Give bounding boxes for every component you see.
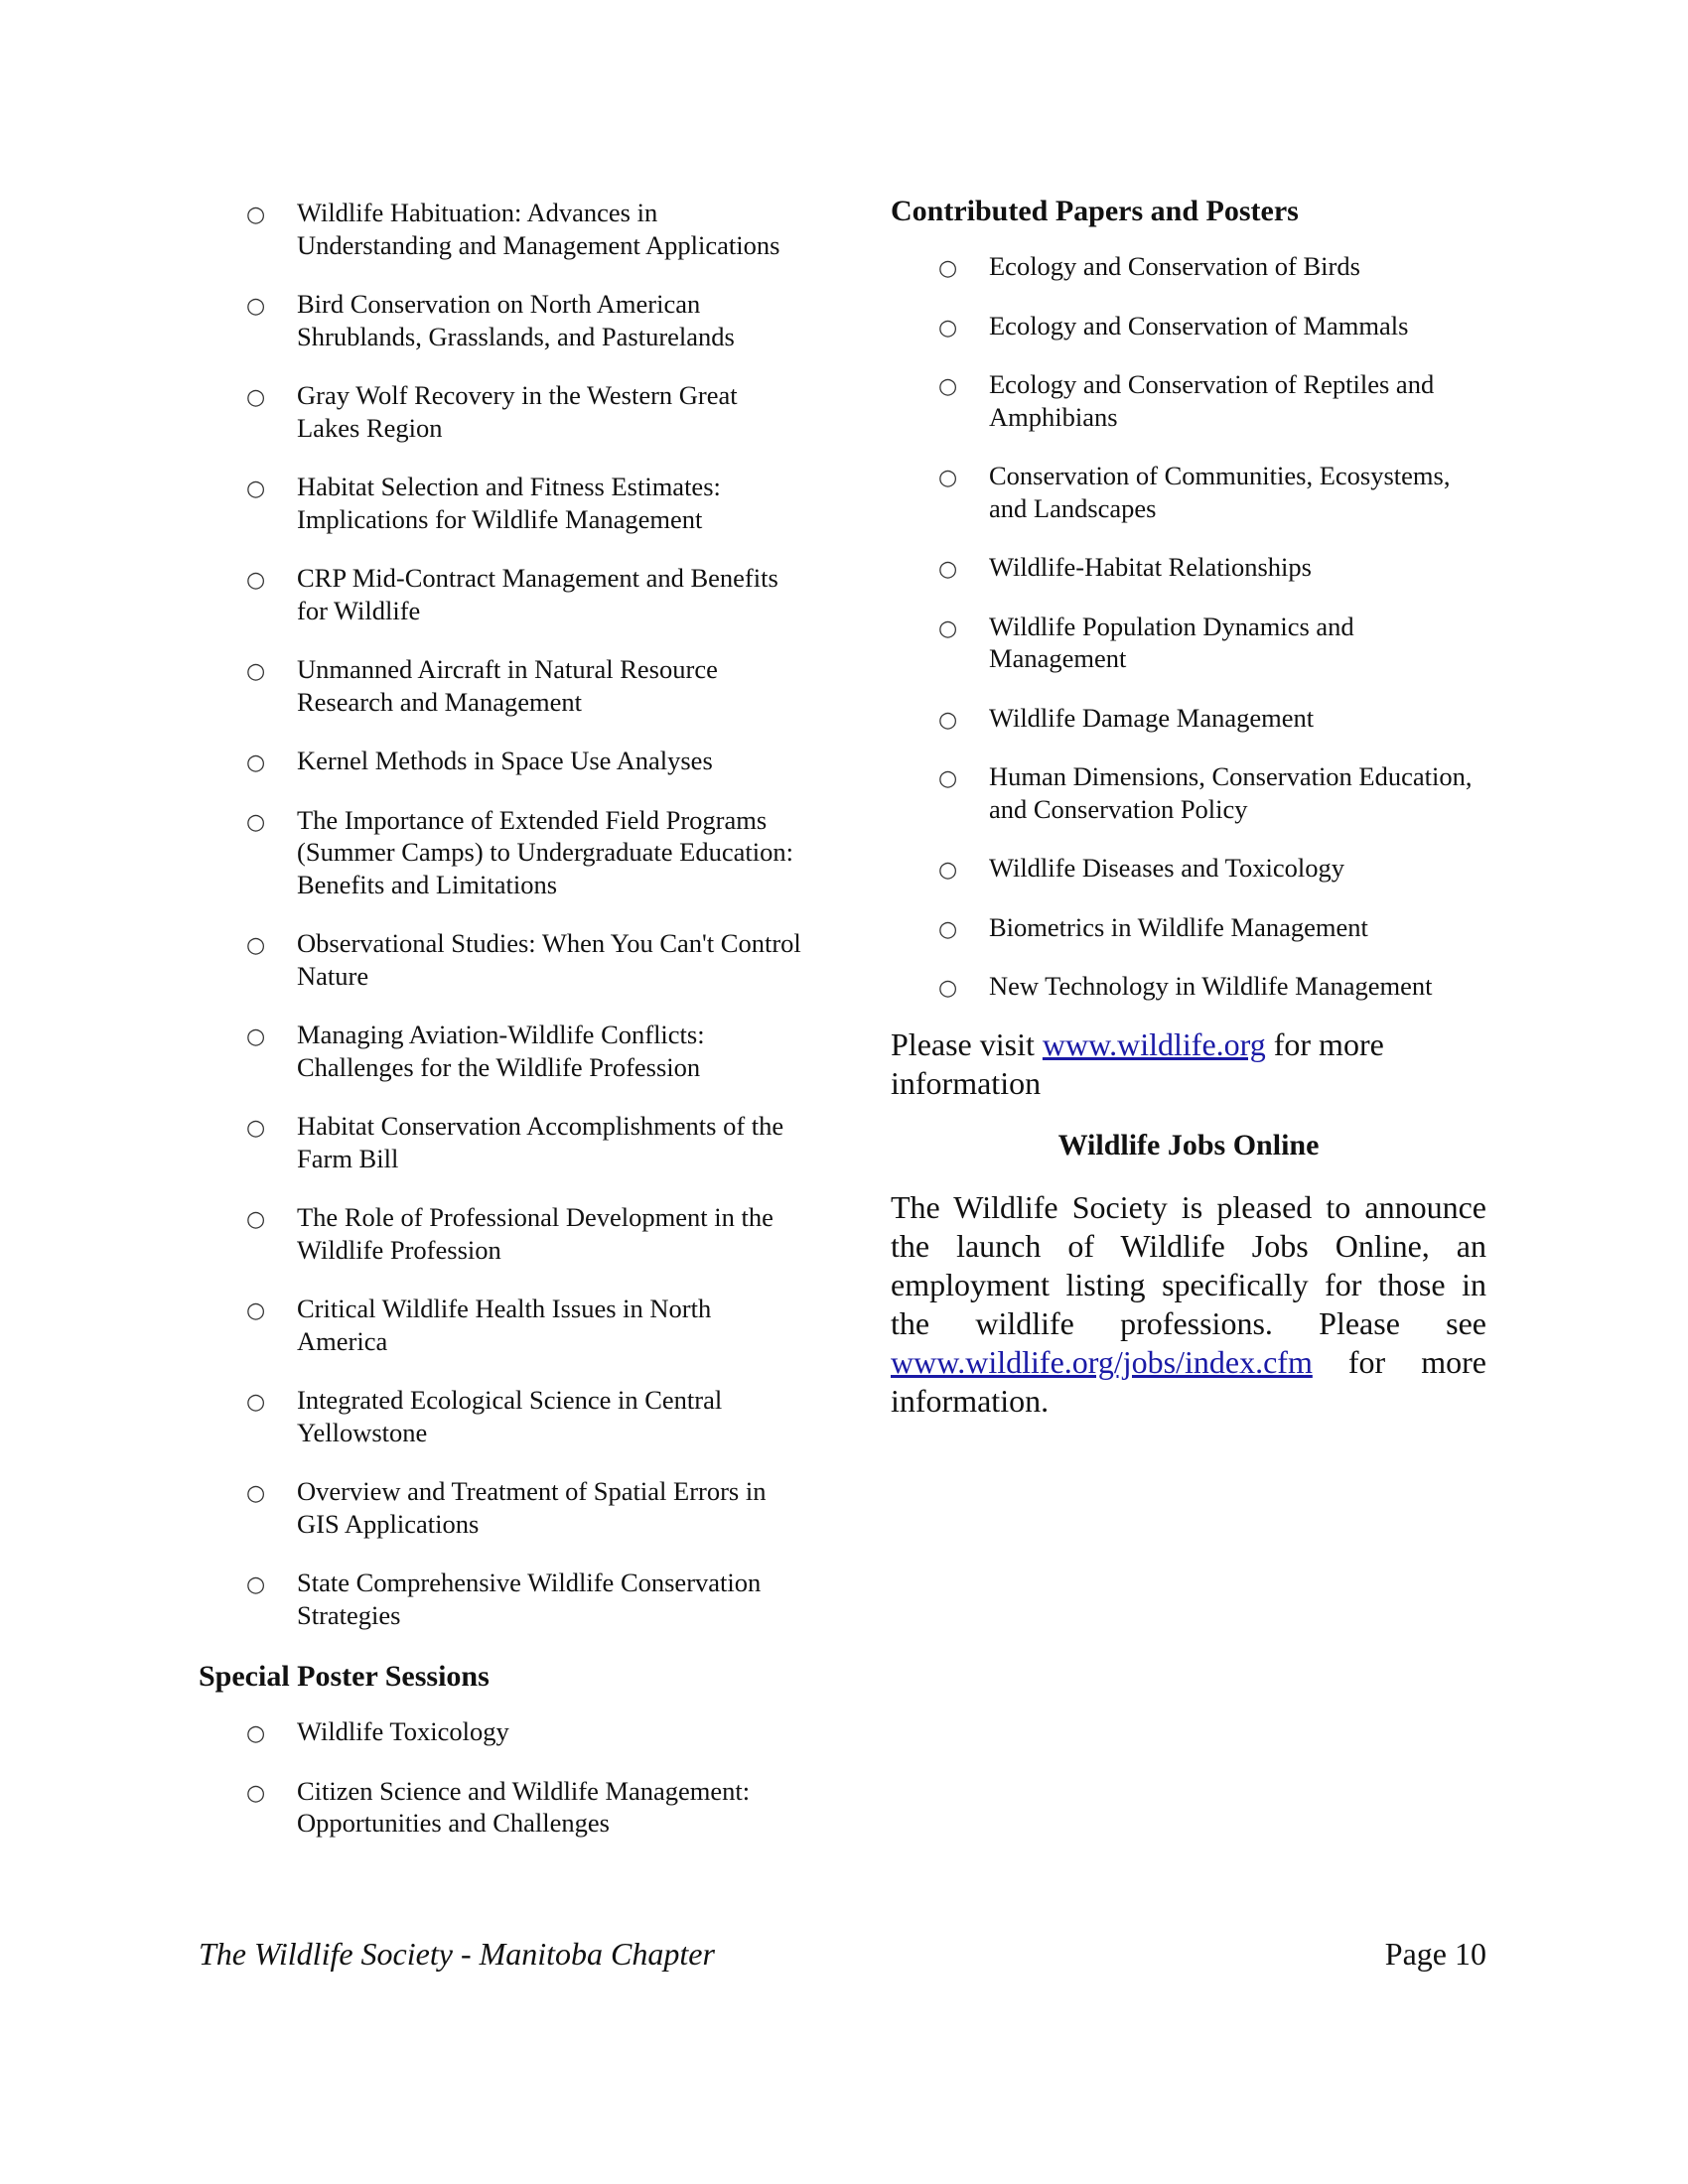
symposium-item [199,1384,804,1448]
circle-bullet-icon: ○ [246,1572,266,1597]
circle-bullet-icon: ○ [938,916,958,942]
jobs-heading: Wildlife Jobs Online [1057,1128,1320,1161]
page-number: Page 10 [1384,1936,1486,1972]
list-item-text: Wildlife Diseases and Toxicology [989,853,1344,883]
list-item-text: Bird Conservation on North American Shrublands, Grasslands, and Pasturelands [297,289,735,351]
contributed-item [891,970,1486,1003]
list-item-text: Ecology and Conservation of Mammals [989,310,1409,341]
circle-bullet-icon: ○ [938,466,958,490]
contributed-heading: Contributed Papers and Posters [891,195,1299,227]
contributed-item [891,611,1486,675]
contributed-item [891,702,1486,735]
list-item-text: Overview and Treatment of Spatial Errors in GIS Applications [297,1476,767,1539]
list-item-text: Habitat Conservation Accomplishments of the Farm Bill [297,1111,784,1173]
list-item-text: Wildlife Toxicology [297,1716,509,1746]
symposium-item [199,745,804,777]
list-item-text: Ecology and Conservation of Birds [989,251,1360,281]
contributed-item [891,310,1486,342]
list-item-text: Unmanned Aircraft in Natural Resource Research and Management [297,654,718,717]
symposium-item [199,1567,804,1631]
circle-bullet-icon: ○ [938,976,958,1001]
circle-bullet-icon: ○ [246,477,266,501]
list-item-text: Wildlife Habituation: Advances in Understanding and Management Applications [297,198,780,260]
contributed-item [891,852,1486,885]
list-item-text: Habitat Selection and Fitness Estimates: Implications for Wildlife Management [297,472,721,534]
contributed-item [891,551,1486,584]
symposium-item [199,471,804,535]
circle-bullet-icon: ○ [246,659,266,684]
list-item-text: The Importance of Extended Field Programs (Summer Camps) to Undergraduate Education: Benefits and Limitations [297,804,793,899]
poster-sessions-list [199,1715,804,1840]
circle-bullet-icon: ○ [938,766,958,791]
symposium-item [199,562,804,626]
circle-bullet-icon: ○ [246,294,266,319]
symposium-item [199,653,804,718]
list-item-text: Ecology and Conservation of Reptiles and Amphibians [989,369,1435,432]
circle-bullet-icon: ○ [938,557,958,582]
symposium-item [199,1110,804,1174]
list-item-text: State Comprehensive Wildlife Conservation Strategies [297,1568,762,1630]
circle-bullet-icon: ○ [938,615,958,641]
list-item-text: CRP Mid-Contract Management and Benefits for Wildlife [297,563,778,625]
list-item-text: Wildlife-Habitat Relationships [989,552,1312,582]
symposium-item [199,927,804,992]
list-item-text: Citizen Science and Wildlife Management: Opportunities and Challenges [297,1775,751,1838]
contributed-item [891,250,1486,283]
circle-bullet-icon: ○ [246,809,266,835]
circle-bullet-icon: ○ [246,1116,266,1141]
circle-bullet-icon: ○ [938,707,958,733]
list-item-text: Critical Wildlife Health Issues in North America [297,1294,712,1356]
footer-society: The Wildlife Society - Manitoba Chapter [199,1936,715,1972]
list-item-text: Biometrics in Wildlife Management [989,911,1368,942]
list-item-text: Integrated Ecological Science in Central Yellowstone [297,1385,723,1447]
list-item-text: Wildlife Population Dynamics and Management [989,611,1354,673]
contributed-list [891,250,1486,1003]
jobs-link[interactable]: www.wildlife.org/jobs/index.cfm [891,1343,1313,1380]
list-item-text: The Role of Professional Development in the Wildlife Profession [297,1202,774,1265]
circle-bullet-icon: ○ [246,1024,266,1049]
symposium-item [199,1201,804,1266]
contributed-item [891,460,1486,524]
circle-bullet-icon: ○ [246,751,266,775]
jobs-paragraph [891,1188,1486,1421]
visit-prefix: Please visit [891,1025,1035,1062]
jobs-suffix: for more information. [891,1343,1487,1419]
circle-bullet-icon: ○ [246,933,266,958]
list-item-text: New Technology in Wildlife Management [989,971,1433,1001]
visit-paragraph [891,1025,1486,1103]
contributed-item [891,368,1486,433]
symposium-item [199,1293,804,1357]
circle-bullet-icon: ○ [938,858,958,883]
jobs-text: The Wildlife Society is pleased to announce the launch of Wildlife Jobs Online, an employment listing specifically for those in the wildlife professions. Please see [891,1188,1486,1341]
visit-suffix: for more information [891,1025,1384,1101]
poster-session-item [199,1775,804,1840]
poster-sessions-heading: Special Poster Sessions [199,1660,490,1693]
poster-session-item [199,1715,804,1748]
circle-bullet-icon: ○ [246,203,266,227]
circle-bullet-icon: ○ [246,1780,266,1806]
circle-bullet-icon: ○ [938,315,958,341]
contributed-item [891,760,1486,825]
symposia-list [199,197,804,1631]
circle-bullet-icon: ○ [246,385,266,410]
symposium-item [199,197,804,261]
list-item-text: Managing Aviation-Wildlife Conflicts: Challenges for the Wildlife Profession [297,1020,705,1082]
circle-bullet-icon: ○ [246,1390,266,1415]
list-item-text: Gray Wolf Recovery in the Western Great Lakes Region [297,380,738,443]
circle-bullet-icon: ○ [938,374,958,399]
symposium-item [199,1019,804,1083]
list-item-text: Observational Studies: When You Can't Control Nature [297,928,801,991]
symposium-item [199,288,804,352]
symposium-item [199,804,804,901]
circle-bullet-icon: ○ [246,568,266,593]
list-item-text: Conservation of Communities, Ecosystems, and Landscapes [989,461,1451,523]
circle-bullet-icon: ○ [246,1207,266,1232]
circle-bullet-icon: ○ [246,1298,266,1323]
circle-bullet-icon: ○ [246,1721,266,1746]
symposium-item [199,379,804,444]
left-column [199,197,804,1866]
wildlife-org-link[interactable]: www.wildlife.org [1042,1025,1266,1062]
list-item-text: Human Dimensions, Conservation Education, and Conservation Policy [989,761,1473,824]
right-column [891,193,1486,1421]
circle-bullet-icon: ○ [938,256,958,281]
list-item-text: Kernel Methods in Space Use Analyses [297,746,713,775]
contributed-item [891,911,1486,944]
list-item-text: Wildlife Damage Management [989,702,1315,733]
symposium-item [199,1475,804,1540]
circle-bullet-icon: ○ [246,1481,266,1506]
